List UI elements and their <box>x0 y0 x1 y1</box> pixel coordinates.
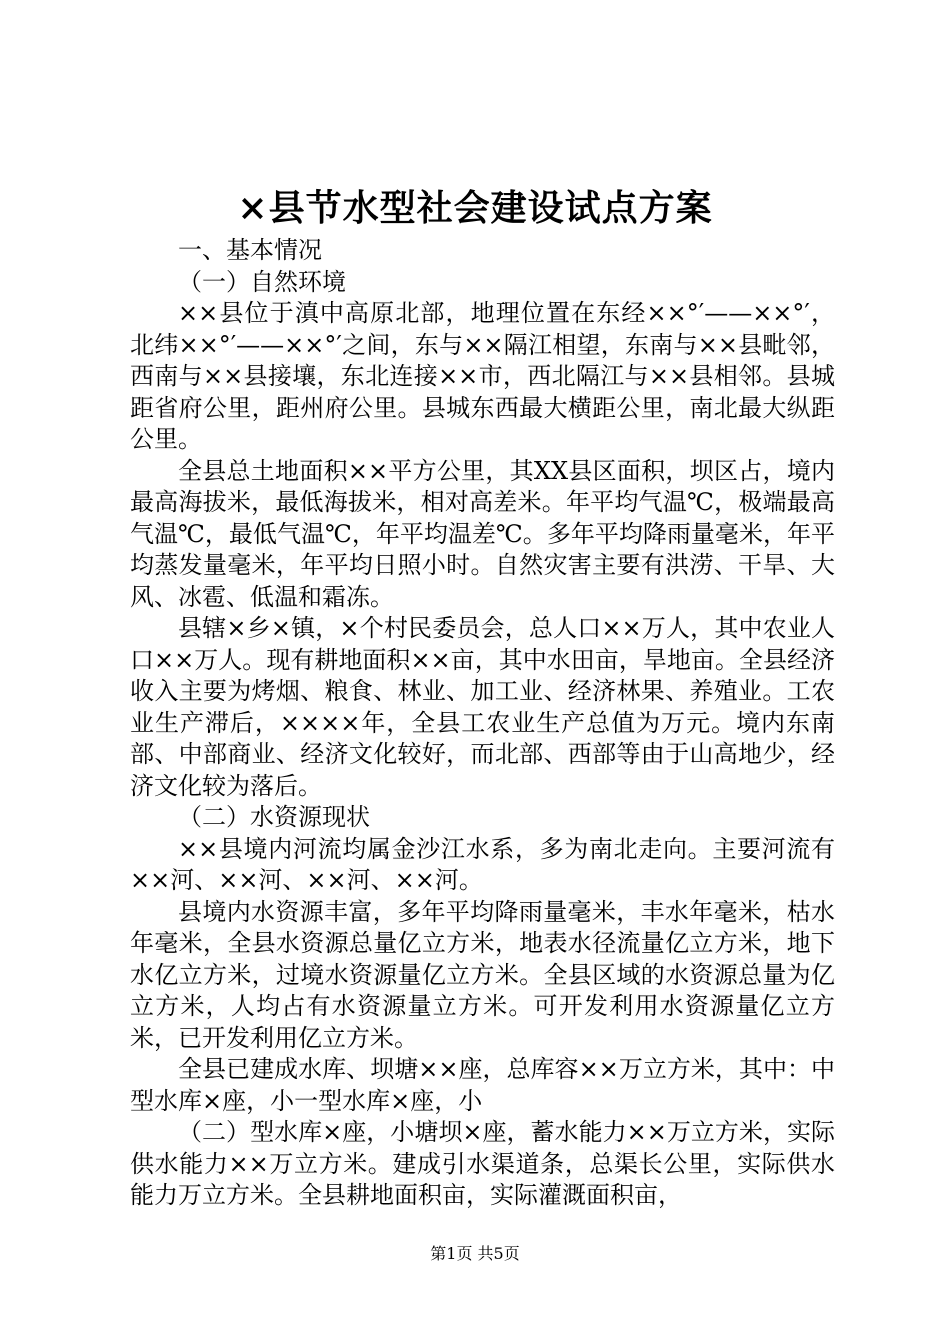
section-heading: 一、基本情况 <box>178 236 322 264</box>
body-paragraph: （二）型水库×座，小塘坝×座，蓄水能力××万立方米，实际供水能力××万立方米。建成引水渠道条，总渠长公里，实际供水能力万立方米。全县耕地面积亩，实际灌溉面积亩， <box>130 1118 835 1209</box>
body-paragraph: ××县位于滇中高原北部，地理位置在东经××°′——××°′，北纬××°′——××°′之间，东与××隔江相望，东南与××县毗邻，西南与××县接壤，东北连接××市，西北隔江与××县相邻。县城距省府公里，距州府公里。县城东西最大横距公里，南北最大纵距公里。 <box>130 299 835 453</box>
page-footer: 第1页 共5页 <box>430 1244 520 1263</box>
document-body <box>130 235 835 1212</box>
body-paragraph: 县境内水资源丰富，多年平均降雨量毫米，丰水年毫米，枯水年毫米，全县水资源总量亿立方米，地表水径流量亿立方米，地下水亿立方米，过境水资源量亿立方米。全县区域的水资源总量为亿立方米，人均占有水资源量立方米。可开发利用水资源量亿立方米，已开发利用亿立方米。 <box>130 897 835 1052</box>
subsection-heading: （二）水资源现状 <box>178 803 370 831</box>
body-paragraph: 县辖×乡×镇，×个村民委员会，总人口××万人，其中农业人口××万人。现有耕地面积××亩，其中水田亩，旱地亩。全县经济收入主要为烤烟、粮食、林业、加工业、经济林果、养殖业。工农业生产滞后，××××年，全县工农业生产总值为万元。境内东南部、中部商业、经济文化较好，而北部、西部等由于山高地少，经济文化较为落后。 <box>130 614 835 800</box>
body-paragraph: 全县已建成水库、坝塘××座，总库容××万立方米，其中：中型水库×座，小一型水库×座，小 <box>130 1055 835 1115</box>
document-title: ×县节水型社会建设试点方案 <box>237 187 713 229</box>
body-paragraph: 全县总土地面积××平方公里，其XX县区面积，坝区占，境内最高海拔米，最低海拔米，相对高差米。年平均气温℃，极端最高气温℃，最低气温℃，年平均温差℃。多年平均降雨量毫米，年平均蒸发量毫米，年平均日照小时。自然灾害主要有洪涝、干旱、大风、冰雹、低温和霜冻。 <box>130 456 835 611</box>
subsection-heading: （一）自然环境 <box>178 267 346 296</box>
body-paragraph: ××县境内河流均属金沙江水系，多为南北走向。主要河流有××河、××河、××河、××河。 <box>130 834 835 894</box>
